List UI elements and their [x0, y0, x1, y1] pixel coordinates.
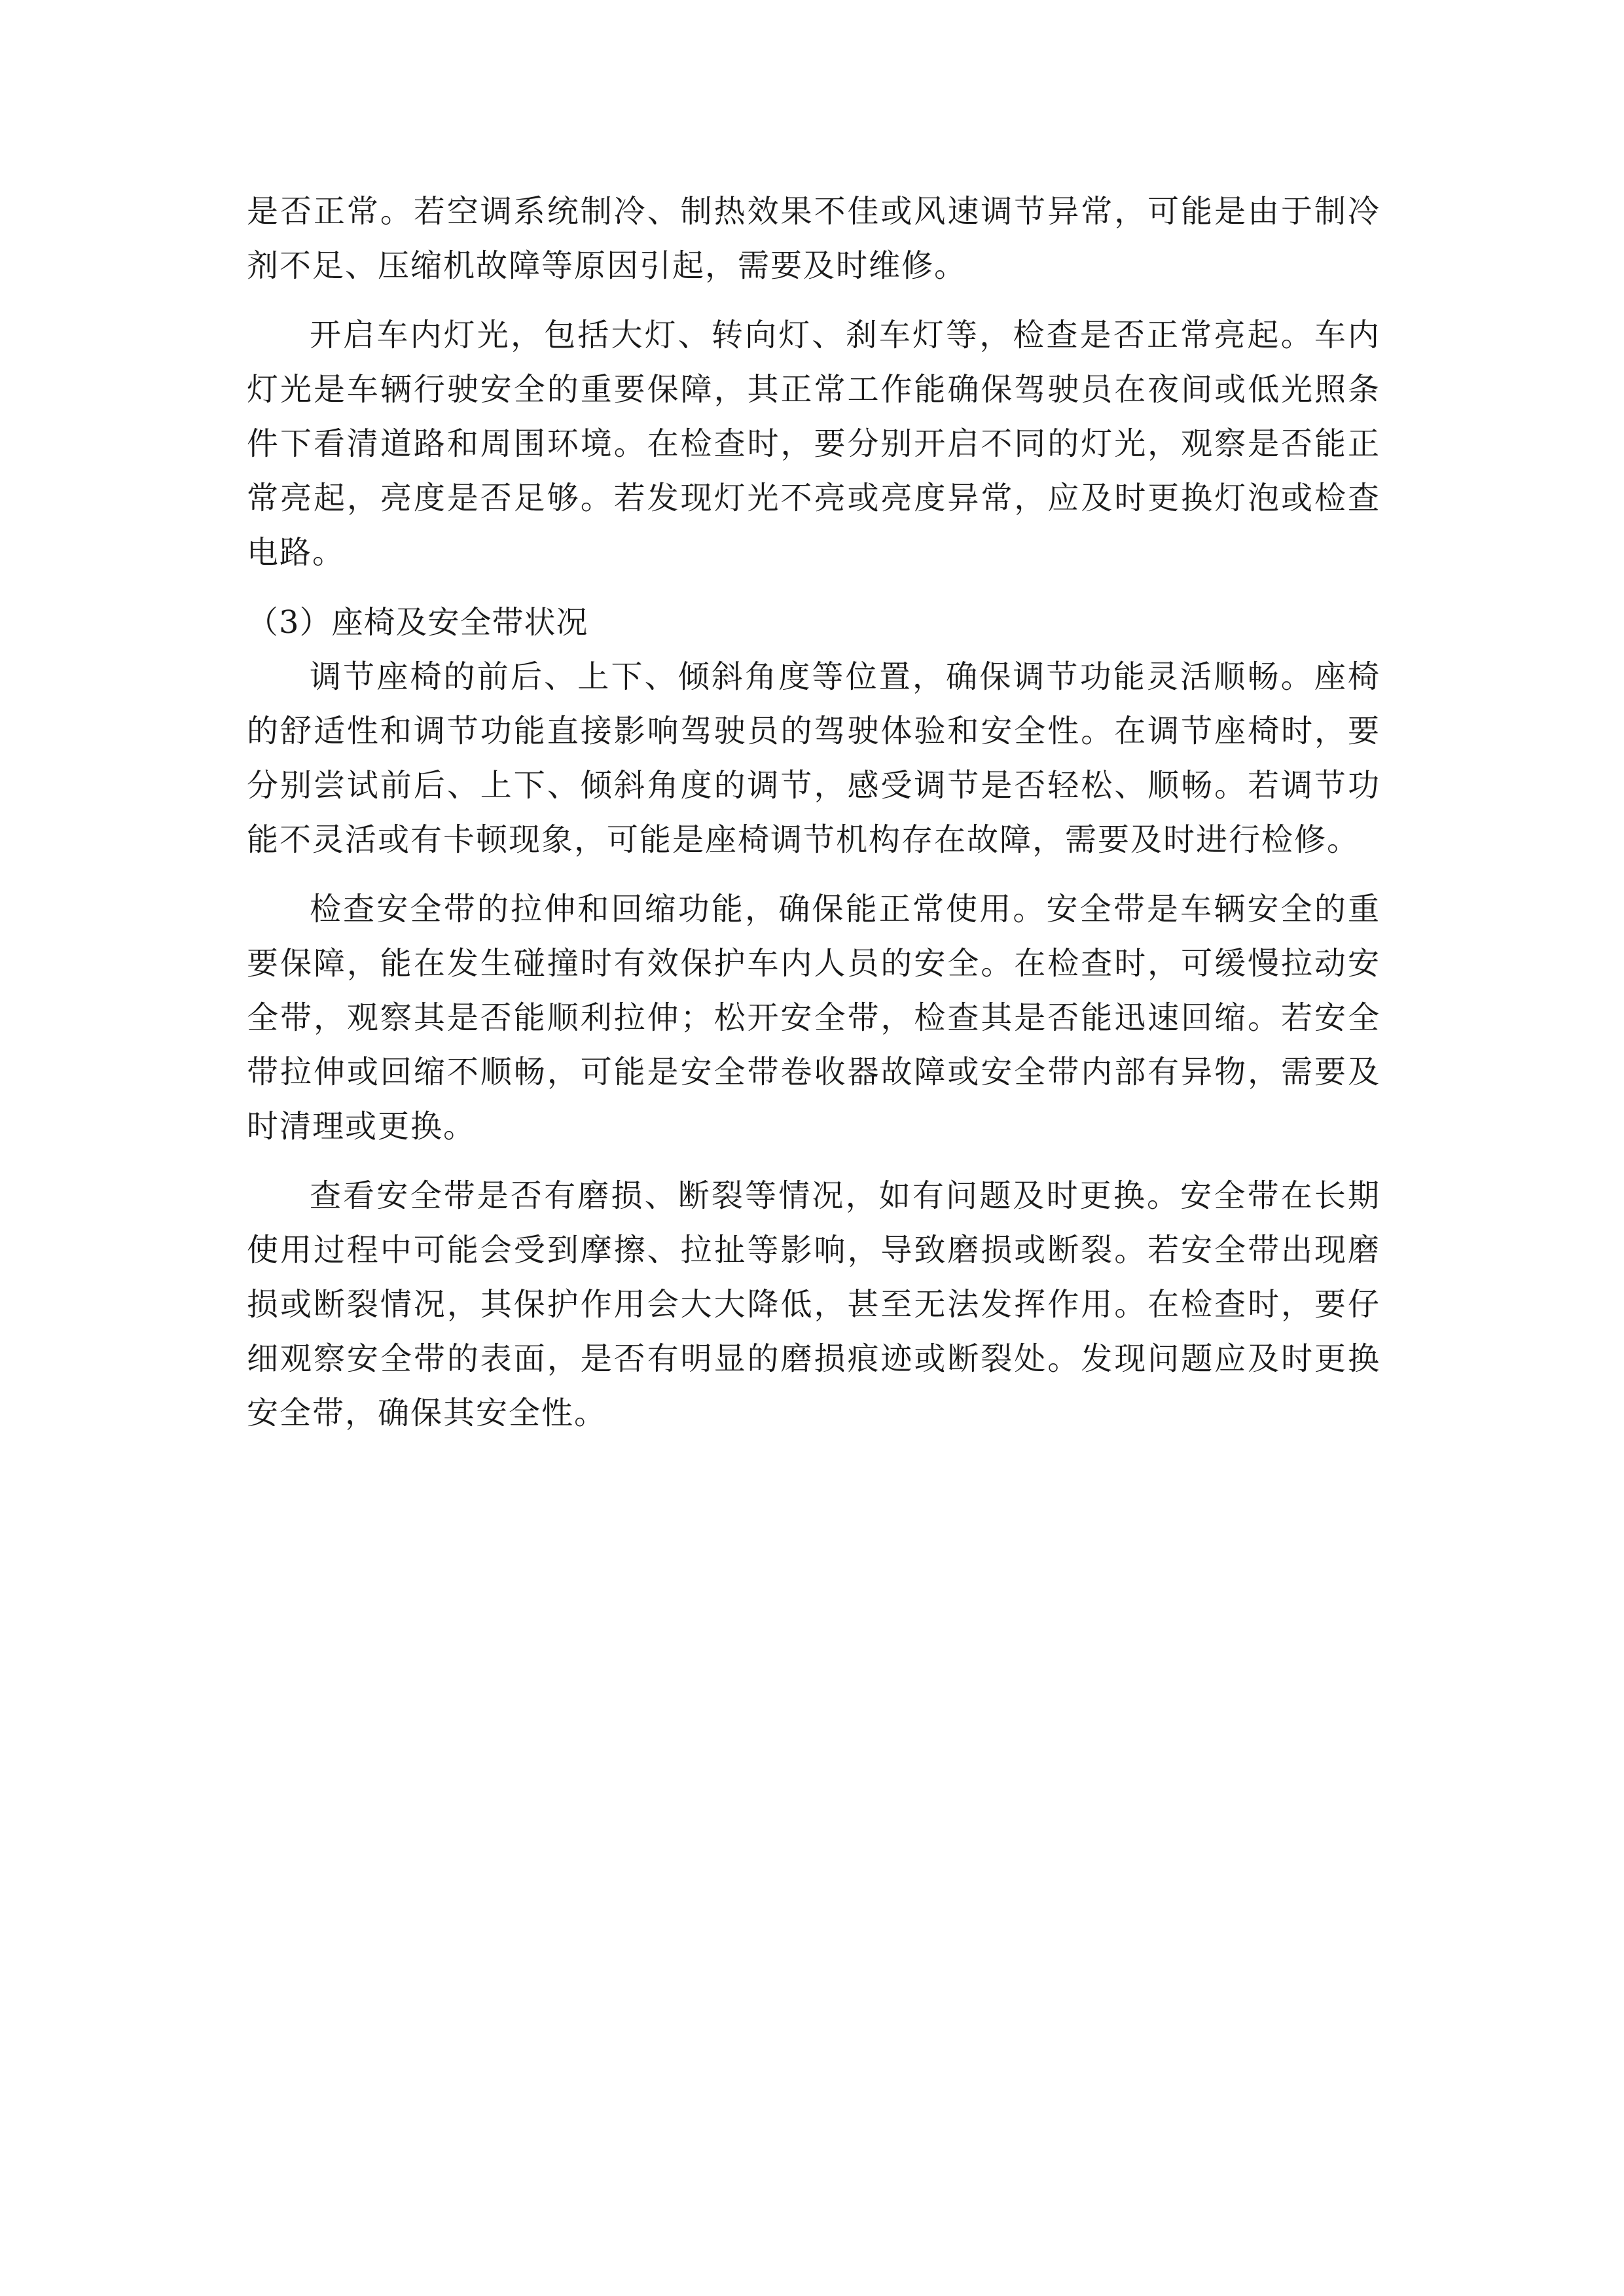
paragraph-belt-wear: 查看安全带是否有磨损、断裂等情况，如有问题及时更换。安全带在长期使用过程中可能会受到摩擦、拉扯等影响，导致磨损或断裂。若安全带出现磨损或断裂情况，其保护作用会大大降低，甚至无法发挥作用。在检查时，要仔细观察安全带的表面，是否有明显的磨损痕迹或断裂处。发现问题应及时更换安全带，确保其安全性。: [247, 1177, 1380, 1431]
paragraph-seat-adjustment: 调节座椅的前后、上下、倾斜角度等位置，确保调节功能灵活顺畅。座椅的舒适性和调节功能直接影响驾驶员的驾驶体验和安全性。在调节座椅时，要分别尝试前后、上下、倾斜角度的调节，感受调节是否轻松、顺畅。若调节功能不灵活或有卡顿现象，可能是座椅调节机构存在故障，需要及时进行检修。: [247, 658, 1380, 858]
paragraph-belt-retraction: 检查安全带的拉伸和回缩功能，确保能正常使用。安全带是车辆安全的重要保障，能在发生碰撞时有效保护车内人员的安全。在检查时，可缓慢拉动安全带，观察其是否能顺利拉伸；松开安全带，检查其是否能迅速回缩。若安全带拉伸或回缩不顺畅，可能是安全带卷收器故障或安全带内部有异物，需要及时清理或更换。: [247, 891, 1380, 1145]
paragraph-lights-check: 开启车内灯光，包括大灯、转向灯、刹车灯等，检查是否正常亮起。车内灯光是车辆行驶安全的重要保障，其正常工作能确保驾驶员在夜间或低光照条件下看清道路和周围环境。在检查时，要分别开启不同的灯光，观察是否能正常亮起，亮度是否足够。若发现灯光不亮或亮度异常，应及时更换灯泡或检查电路。: [247, 317, 1380, 571]
document-page: [247, 185, 1380, 1456]
section-heading-seats-belts: （3）座椅及安全带状况: [247, 604, 588, 641]
paragraph-ac-continuation: 是否正常。若空调系统制冷、制热效果不佳或风速调节异常，可能是由于制冷剂不足、压缩机故障等原因引起，需要及时维修。: [247, 193, 1380, 284]
